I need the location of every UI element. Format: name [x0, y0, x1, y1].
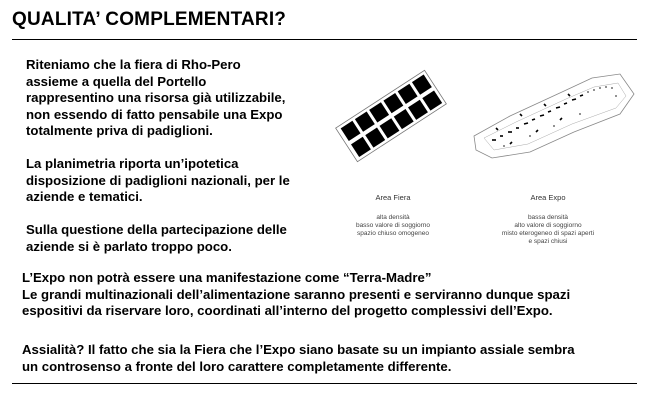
paragraph-assialita: Assialità? Il fatto che sia la Fiera che l’Expo siano basate su un impianto assiale sembra un controsenso a fronte del loro carattere completamente differente.: [22, 342, 575, 374]
paragraph-planimetria: La planimetria riporta un’ipotetica disposizione di padiglioni nazionali, per le aziende e tematici.: [26, 156, 290, 204]
expo-outline: [474, 74, 634, 158]
area-fiera-description: alta densità basso valore di soggiorno spazio chiuso omogeneo: [355, 214, 431, 237]
paragraph-intro: Riteniamo che la fiera di Rho-Pero assieme a quella del Portello rappresentino una risorsa già utilizzabile, non essendo di fatto pensabile una Expo totalmente priva di padiglioni.: [26, 57, 286, 138]
area-expo-plan: [470, 66, 640, 166]
page-title: QUALITA’ COMPLEMENTARI?: [12, 9, 287, 30]
area-fiera-caption: [338, 186, 448, 238]
area-expo-caption: [488, 186, 608, 246]
area-fiera-plan: [326, 66, 456, 166]
paragraph-terra-madre: L’Expo non potrà essere una manifestazione come “Terra-Madre” Le grandi multinazionali dell’alimentazione saranno presenti e serviranno dunque spazi espositivi da riservare loro, coordinati all’interno del progetto complessivi dell’Expo.: [22, 270, 571, 318]
area-fiera-title: Area Fiera: [375, 193, 411, 202]
area-expo-title: Area Expo: [530, 193, 566, 202]
paragraph-aziende: Sulla questione della partecipazione delle aziende si è parlato troppo poco.: [26, 222, 287, 254]
bottom-divider: [12, 383, 637, 384]
area-expo-description: bassa densità alto valore di soggiorno misto eterogeneo di spazi aperti e spazi chiusi: [501, 214, 595, 245]
top-divider: [12, 39, 637, 40]
